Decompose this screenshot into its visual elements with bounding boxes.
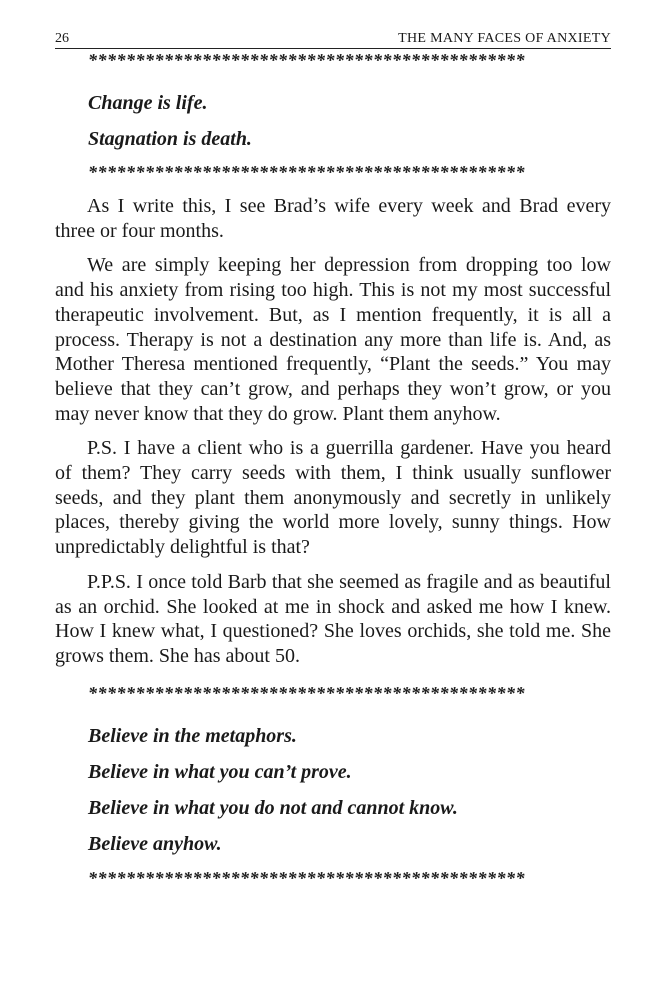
running-header bbox=[55, 30, 611, 49]
body-paragraph: P.S. I have a client who is a guerrilla gardener. Have you heard of them? They carry seeds with them, I think usually sunflower seeds, and they plant them anonymously and secretly in unlikely places, thereby giving the world more lovely, sunny things. How unpredictably delightful is that? bbox=[55, 437, 611, 559]
running-title: THE MANY FACES OF ANXIETY bbox=[398, 31, 611, 46]
quote-line: Believe in what you can’t prove. bbox=[88, 760, 352, 783]
quote-line: Change is life. bbox=[88, 92, 208, 114]
page-number: 26 bbox=[55, 31, 69, 46]
quote-line: Believe anyhow. bbox=[88, 832, 222, 855]
asterisk-divider: ********************************************** bbox=[88, 682, 525, 703]
quote-line: Believe in what you do not and cannot know. bbox=[88, 796, 458, 819]
body-paragraph: As I write this, I see Brad’s wife every week and Brad every three or four months. bbox=[55, 195, 611, 242]
asterisk-divider: ********************************************** bbox=[88, 50, 525, 70]
asterisk-divider: ********************************************** bbox=[88, 867, 525, 888]
quote-line: Believe in the metaphors. bbox=[88, 724, 297, 747]
asterisk-divider: ********************************************** bbox=[88, 162, 525, 182]
quote-line: Stagnation is death. bbox=[88, 128, 252, 150]
page-body bbox=[55, 50, 611, 888]
body-paragraph: We are simply keeping her depression from dropping too low and his anxiety from rising too high. This is not my most successful therapeutic involvement. But, as I mention frequently, it is all a process. Therapy is not a destination any more than life is. And, as Mother Theresa mentioned frequently, “Plant the seeds.” You may believe that they can’t grow, and perhaps they won’t grow, or you may never know that they do grow. Plant them anyhow. bbox=[55, 254, 611, 425]
body-paragraph: P.P.S. I once told Barb that she seemed as fragile and as beautiful as an orchid. She looked at me in shock and asked me how I knew. How I knew what, I questioned? She loves orchids, she told me. She grows them. She has about 50. bbox=[55, 570, 611, 667]
